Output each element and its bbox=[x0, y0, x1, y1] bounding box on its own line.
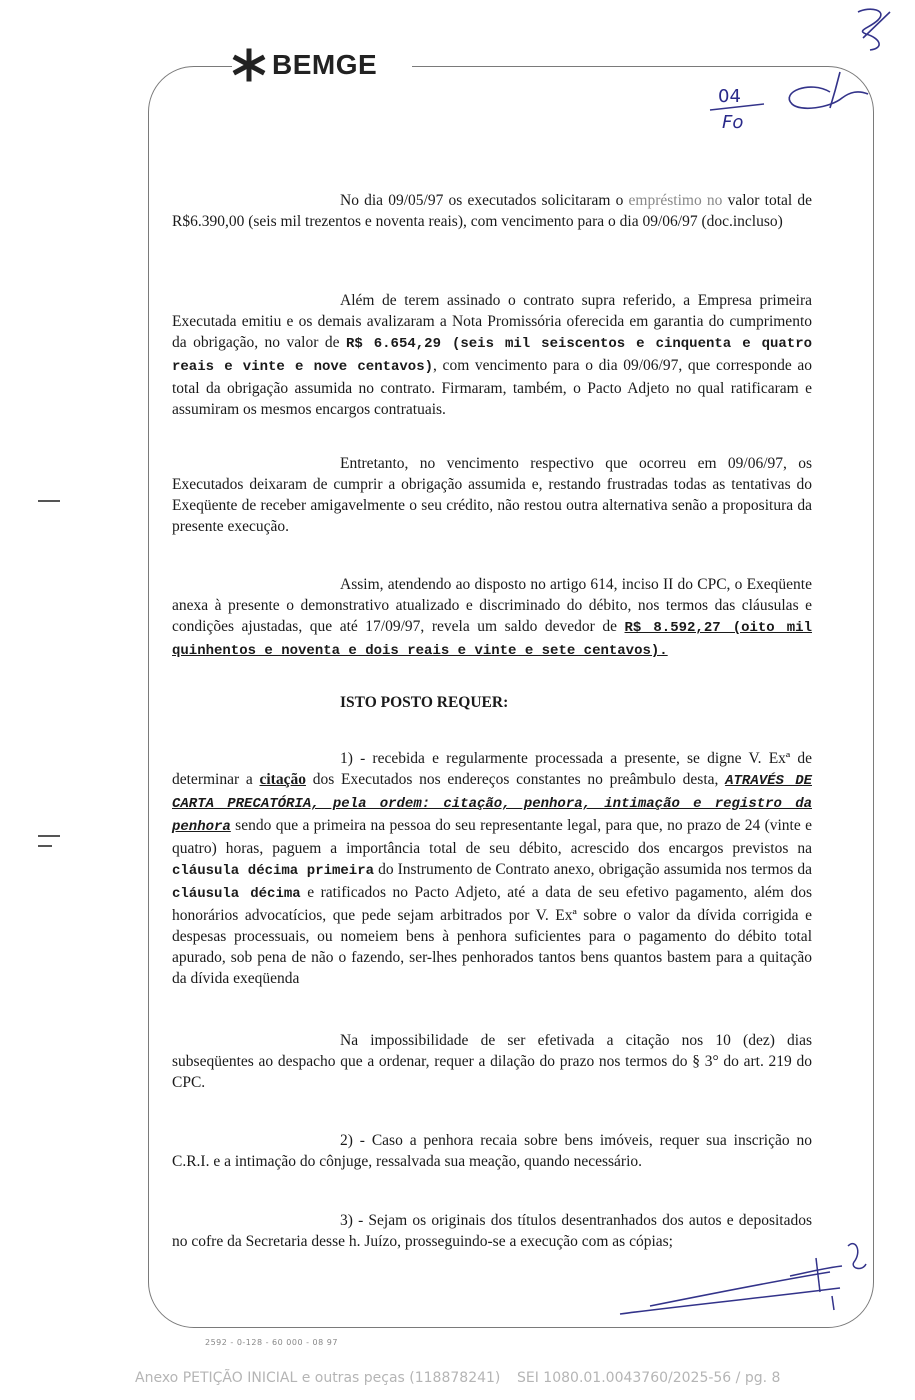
paragraph-balance bbox=[172, 574, 812, 662]
margin-mark bbox=[38, 845, 52, 847]
text-span: Assim, atendendo ao disposto no artigo 614, inciso II do CPC, o Exeqüente anexa à presente o demonstrativo atualizado e discriminado do débito, nos termos das cláusulas e condições ajustadas, que até 17/09/97, revela um saldo devedor de bbox=[172, 576, 812, 635]
page-number-mark: 04 bbox=[718, 86, 741, 107]
page-initials-mark: Fo bbox=[722, 112, 744, 133]
document-reference: Anexo PETIÇÃO INICIAL e outras peças (118878241) bbox=[135, 1370, 501, 1386]
text-span: 1) - recebida e regularmente processada a presente, se digne V. Exª de determinar a bbox=[172, 750, 812, 788]
text-span: No dia 09/05/97 os executados solicitaram o bbox=[340, 192, 629, 209]
footer-bar bbox=[135, 1370, 781, 1386]
text-span: , com vencimento para o dia 09/06/97, que corresponde ao total da obrigação assumida no contrato. Firmaram, também, o Pacto Adjeto no qual ratificaram e assumiram os mesmos encargos contratuais. bbox=[172, 357, 812, 418]
text-span: 3) - Sejam os originais dos títulos desentranhados dos autos e depositados no cofre da Secretaria desse h. Juízo, prosseguindo-se a execução com as cópias; bbox=[172, 1212, 812, 1250]
margin-mark bbox=[38, 835, 60, 837]
text-span: empréstimo no bbox=[628, 192, 723, 209]
paragraph-default bbox=[172, 453, 812, 537]
text-span: Além de terem assinado o contrato supra referido, a Empresa primeira Executada emitiu e os demais avalizaram a Nota Promissória oferecida em garantia do cumprimento da obrigação, no valor de bbox=[172, 292, 812, 351]
amount-bold: R$ 8.592,27 (oito mil quinhentos e noventa e dois reais e vinte e sete centavos). bbox=[172, 620, 812, 659]
text-span: do Instrumento de Contrato anexo, obrigação assumida nos termos da bbox=[374, 861, 812, 878]
text-span: e ratificados no Pacto Adjeto, até a data de seu efetivo pagamento, além dos honorários advocatícios, que pede sejam arbitrados por V. Exª sobre o valor da dívida corrigida e despesas processuais, ou nomeiem bens à penhora suficientes para o pagamento do débito total apurado, sob pena de não o fazendo, ser-lhes penhorados tantos bens quantos bastem para a quitação da dívida exeqüenda bbox=[172, 884, 812, 987]
paragraph-deadline bbox=[172, 1030, 812, 1093]
text-span: cláusula décima bbox=[172, 886, 301, 902]
text-span: citação bbox=[259, 771, 306, 788]
text-span: valor total de R$6.390,00 (seis mil trezentos e noventa reais), com vencimento para o dia 09/06/97 (doc.incluso) bbox=[172, 192, 813, 230]
text-span: cláusula décima primeira bbox=[172, 863, 375, 879]
logo-text: BEMGE bbox=[272, 49, 378, 80]
asterisk-logo-icon bbox=[232, 48, 266, 82]
text-span: Entretanto, no vencimento respectivo que ocorreu em 09/06/97, os Executados deixaram de cumprir a obrigação assumida e, restando frustradas todas as tentativas do Exeqüente de receber amigavelmente o seu crédito, não restou outra alternativa senão a propositura da presente execução. bbox=[172, 455, 812, 535]
bemge-logo bbox=[232, 48, 377, 82]
paragraph-request-2 bbox=[172, 1130, 812, 1172]
margin-mark bbox=[38, 500, 60, 502]
paragraph-promissory-note bbox=[172, 290, 812, 420]
handwritten-signature-bottom bbox=[610, 1236, 880, 1326]
text-span: dos Executados nos endereços constantes no preâmbulo desta, bbox=[305, 771, 726, 788]
text-span: 2) - Caso a penhora recaia sobre bens imóveis, requer sua inscrição no C.R.I. e a intimação do cônjuge, ressalvada sua meação, quando necessário. bbox=[172, 1132, 812, 1170]
print-code: 2592 - 0-128 - 60 000 - 08 97 bbox=[205, 1338, 338, 1347]
paragraph-request-1 bbox=[172, 748, 812, 989]
sei-reference: SEI 1080.01.0043760/2025-56 / pg. 8 bbox=[517, 1370, 781, 1386]
paragraph-loan-request bbox=[172, 190, 812, 232]
carta-precatoria-text: ATRAVÉS DE CARTA PRECATÓRIA, pela ordem: citação, penhora, intimação e registro da penhora bbox=[172, 773, 812, 835]
section-heading: ISTO POSTO REQUER: bbox=[340, 694, 509, 711]
text-span: Na impossibilidade de ser efetivada a citação nos 10 (dez) dias subseqüentes ao despacho que a ordenar, requer a dilação do prazo nos termos do § 3° do art. 219 do CPC. bbox=[172, 1032, 812, 1091]
amount-bold: R$ 6.654,29 (seis mil seiscentos e cinquenta e quatro reais e vinte e nove centavos) bbox=[172, 336, 812, 375]
text-span: sendo que a primeira na pessoa do seu representante legal, para que, no prazo de 24 (vinte e quatro) horas, paguem a importância total de seu débito, acrescido dos encargos previstos na bbox=[172, 817, 812, 857]
